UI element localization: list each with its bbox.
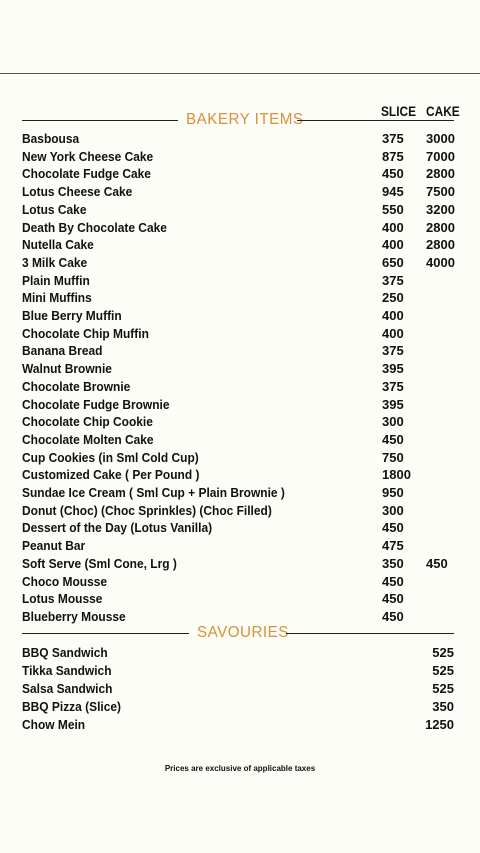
- slice-price: 400: [382, 237, 404, 253]
- item-price: 525: [432, 663, 454, 678]
- bakery-item-row: [22, 378, 454, 396]
- savoury-item-row: [22, 698, 454, 716]
- slice-price: 375: [382, 343, 404, 359]
- item-name: Death By Chocolate Cake: [22, 219, 167, 235]
- slice-price: 945: [382, 184, 404, 200]
- item-name: 3 Milk Cake: [22, 254, 88, 270]
- bakery-item-row: [22, 413, 454, 431]
- slice-price: 450: [382, 431, 404, 447]
- item-name: Salsa Sandwich: [22, 681, 113, 696]
- item-name: Chow Mein: [22, 717, 86, 732]
- item-name: Blueberry Mousse: [22, 608, 126, 624]
- bakery-item-row: [22, 201, 454, 219]
- cake-price: 3200: [426, 201, 455, 217]
- item-name: Chocolate Chip Cookie: [22, 414, 153, 430]
- slice-price: 300: [382, 502, 404, 518]
- item-name: Plain Muffin: [22, 272, 90, 288]
- bakery-header-line-left: [22, 120, 178, 121]
- item-name: Chocolate Brownie: [22, 378, 131, 394]
- slice-price: 395: [382, 396, 404, 412]
- slice-price: 450: [382, 608, 404, 624]
- slice-price: 375: [382, 272, 404, 288]
- cake-column-header: CAKE: [426, 103, 460, 119]
- savouries-header-line-right: [286, 633, 454, 634]
- cake-price: 3000: [426, 131, 455, 146]
- item-name: Dessert of the Day (Lotus Vanilla): [22, 520, 213, 536]
- slice-price: 300: [382, 414, 404, 430]
- slice-price: 400: [382, 325, 404, 341]
- bakery-item-row: [22, 431, 454, 449]
- bakery-item-row: [22, 590, 454, 608]
- slice-price: 1800: [382, 467, 411, 483]
- item-name: Banana Bread: [22, 343, 103, 359]
- bakery-item-row: [22, 449, 454, 467]
- slice-price: 550: [382, 201, 404, 217]
- item-name: Choco Mousse: [22, 573, 108, 589]
- bakery-item-row: [22, 325, 454, 343]
- item-name: Cup Cookies (in Sml Cold Cup): [22, 449, 199, 465]
- bakery-item-row: [22, 519, 454, 537]
- bakery-item-row: [22, 148, 454, 166]
- bakery-item-row: [22, 236, 454, 254]
- bakery-item-row: [22, 360, 454, 378]
- item-name: Blue Berry Muffin: [22, 308, 122, 323]
- bakery-item-row: [22, 254, 454, 272]
- item-name: Nutella Cake: [22, 237, 94, 253]
- bakery-item-row: [22, 272, 454, 290]
- bakery-item-row: [22, 537, 454, 555]
- item-name: BBQ Sandwich: [22, 645, 108, 660]
- slice-price: 450: [382, 166, 404, 182]
- item-name: Lotus Cake: [22, 201, 87, 217]
- bakery-item-row: [22, 396, 454, 414]
- item-name: Lotus Cheese Cake: [22, 184, 133, 200]
- slice-price: 450: [382, 591, 404, 607]
- cake-price: 7000: [426, 148, 455, 164]
- slice-price: 475: [382, 538, 404, 554]
- savoury-item-row: [22, 644, 454, 662]
- item-name: Lotus Mousse: [22, 591, 103, 607]
- bakery-item-row: [22, 484, 454, 502]
- bakery-item-row: [22, 130, 454, 148]
- savoury-item-row: [22, 662, 454, 680]
- savouries-section-title: SAVOURIES: [197, 624, 289, 641]
- item-name: Chocolate Fudge Brownie: [22, 396, 170, 412]
- bakery-section-title: BAKERY ITEMS: [186, 111, 304, 128]
- slice-price: 395: [382, 361, 404, 377]
- cake-price: 450: [426, 555, 448, 571]
- bakery-item-row: [22, 502, 454, 520]
- item-name: Peanut Bar: [22, 538, 86, 554]
- item-name: Chocolate Fudge Cake: [22, 166, 151, 182]
- bakery-header-line-right: [297, 120, 454, 121]
- slice-column-header: SLICE: [381, 103, 417, 119]
- item-name: Sundae Ice Cream ( Sml Cup + Plain Brownie ): [22, 485, 285, 500]
- item-price: 350: [432, 699, 454, 714]
- savouries-header-line-left: [22, 633, 189, 634]
- bakery-item-row: [22, 555, 454, 573]
- bakery-item-row: [22, 573, 454, 591]
- bakery-item-row: [22, 307, 454, 325]
- item-name: Donut (Choc) (Choc Sprinkles) (Choc Filled): [22, 502, 272, 518]
- slice-price: 750: [382, 449, 404, 465]
- slice-price: 250: [382, 290, 404, 306]
- item-price: 525: [432, 645, 454, 660]
- slice-price: 950: [382, 485, 404, 500]
- savoury-item-row: [22, 716, 454, 734]
- slice-price: 375: [382, 378, 404, 394]
- item-name: BBQ Pizza (Slice): [22, 699, 122, 714]
- item-name: Soft Serve (Sml Cone, Lrg ): [22, 555, 177, 571]
- item-name: Chocolate Chip Muffin: [22, 325, 149, 341]
- savouries-section-header: [22, 621, 454, 645]
- slice-price: 350: [382, 555, 404, 571]
- item-name: Customized Cake ( Per Pound ): [22, 467, 200, 483]
- savoury-item-row: [22, 680, 454, 698]
- slice-price: 400: [382, 308, 404, 323]
- item-name: New York Cheese Cake: [22, 148, 154, 164]
- bakery-item-row: [22, 289, 454, 307]
- top-divider: [0, 73, 480, 74]
- item-name: Walnut Brownie: [22, 361, 112, 377]
- item-name: Mini Muffins: [22, 290, 92, 306]
- slice-price: 450: [382, 573, 404, 589]
- item-name: Tikka Sandwich: [22, 663, 112, 678]
- bakery-item-row: [22, 466, 454, 484]
- bakery-item-row: [22, 342, 454, 360]
- bakery-item-row: [22, 183, 454, 201]
- cake-price: 2800: [426, 166, 455, 182]
- slice-price: 450: [382, 520, 404, 536]
- item-price: 525: [432, 681, 454, 696]
- cake-price: 2800: [426, 237, 455, 253]
- slice-price: 400: [382, 219, 404, 235]
- cake-price: 7500: [426, 184, 455, 200]
- slice-price: 875: [382, 148, 404, 164]
- item-name: Chocolate Molten Cake: [22, 431, 154, 447]
- bakery-item-row: [22, 165, 454, 183]
- bakery-item-row: [22, 219, 454, 237]
- slice-price: 650: [382, 254, 404, 270]
- slice-price: 375: [382, 131, 404, 146]
- cake-price: 4000: [426, 254, 455, 270]
- item-price: 1250: [425, 717, 454, 732]
- item-name: Basbousa: [22, 131, 80, 146]
- tax-footnote: Prices are exclusive of applicable taxes: [164, 764, 316, 773]
- cake-price: 2800: [426, 219, 455, 235]
